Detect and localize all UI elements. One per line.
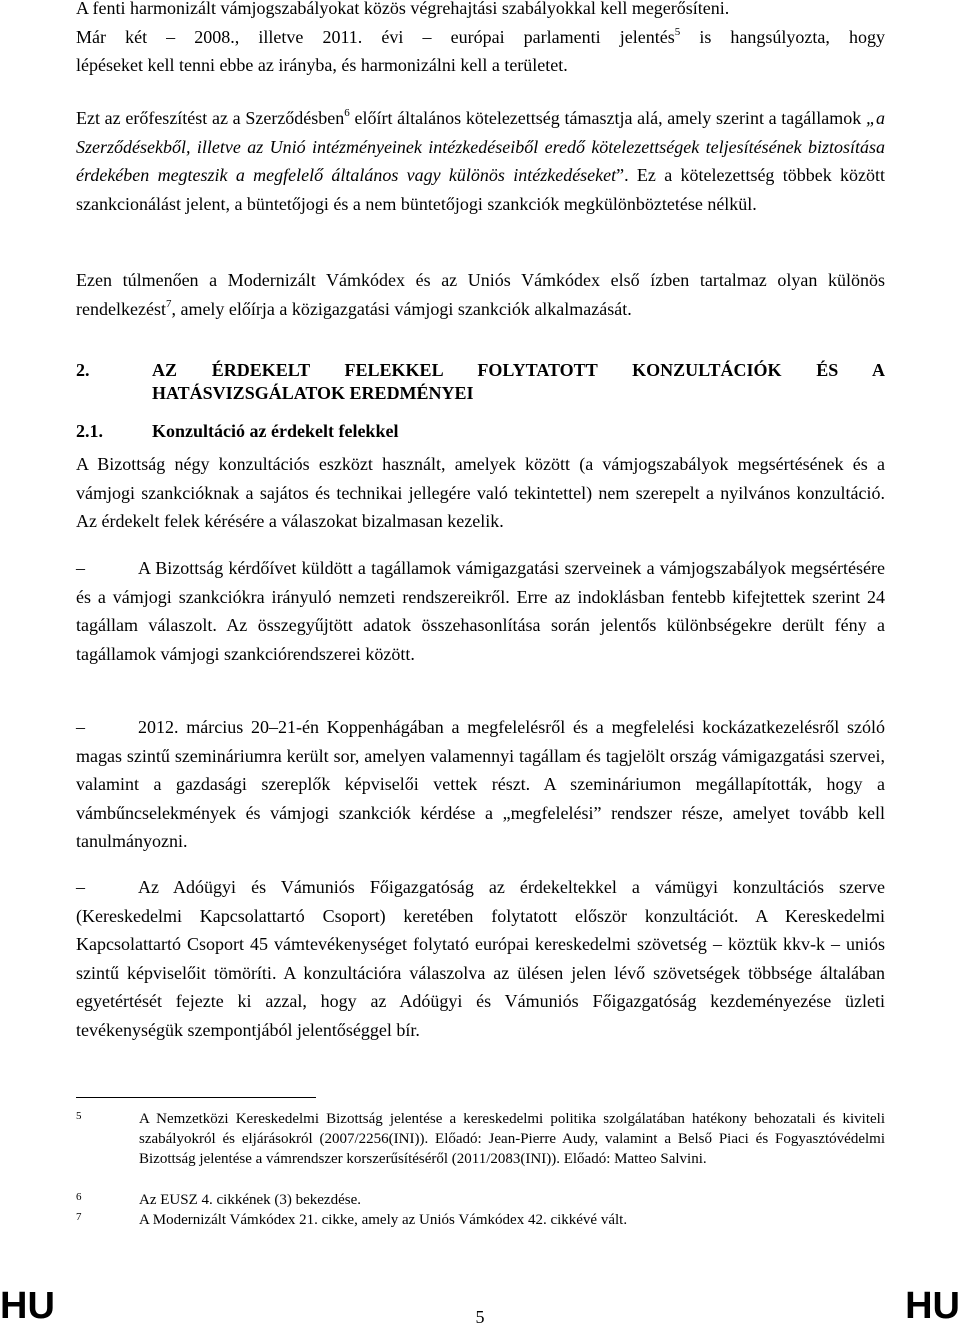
paragraph-intro-line-2b: is hangsúlyozta, hogy bbox=[680, 26, 886, 47]
treaty-quote: „a Szerződésekből, illetve az Unió intézményeinek intézkedéseiből eredő kötelezettségek teljesítésének biztosítása érdekében megteszik a megfelelő általános vagy különös intézkedéseket bbox=[76, 108, 885, 185]
list-item bbox=[76, 873, 885, 1044]
dash-marker: – bbox=[76, 877, 85, 897]
list-item bbox=[76, 554, 885, 668]
paragraph-intro-line-1: A fenti harmonizált vámjogszabályokat közös végrehajtási szabályokkal kell megerősíteni. bbox=[76, 0, 730, 18]
footnote-7 bbox=[76, 1210, 885, 1230]
footnote-text: Az EUSZ 4. cikkének (3) bekezdése. bbox=[139, 1192, 361, 1208]
footnote-ref-6[interactable]: 6 bbox=[344, 107, 350, 119]
language-code-right: HU bbox=[905, 1285, 960, 1327]
page-number: 5 bbox=[475, 1307, 485, 1327]
paragraph-treaty-text-c: ”. Ez a kötelezettség többek között szankcionálást jelent, a büntetőjogi és a nem büntetőjogi szankciók megkülönböztetése nélkül. bbox=[76, 165, 885, 214]
section-heading-2-1 bbox=[76, 420, 885, 443]
paragraph-treaty-text-b: előírt általános kötelezettség támasztja alá, amely szerint a tagállamok bbox=[349, 108, 866, 128]
dash-marker: – bbox=[76, 558, 85, 578]
subsection-title: Konzultáció az érdekelt felekkel bbox=[152, 421, 399, 441]
list-item-text: 2012. március 20–21-én Koppenhágában a megfelelésről és a megfelelési kockázatkezelésről szóló magas szintű szemináriumra került sor, amelyen valamennyi tagállam és tagjelölt ország vámigazgatási szervei, valamint a gazdasági szereplők képviselői vettek részt. A szemináriumon megállapították, hogy a vámbűncselekmények és vámjogi szankciók kérdése a „megfelelési” rendszer része, amelyet tovább kell tanulmányozni. bbox=[76, 717, 885, 851]
dash-marker: – bbox=[76, 717, 85, 737]
footnote-number: 7 bbox=[76, 1211, 82, 1223]
footnote-number: 6 bbox=[76, 1191, 82, 1203]
paragraph-consultation-tools bbox=[76, 450, 885, 536]
section-number: 2. bbox=[76, 360, 90, 380]
subsection-number: 2.1. bbox=[76, 421, 103, 441]
footnote-text: A Nemzetközi Kereskedelmi Bizottság jelentése a kereskedelmi politika szolgálatában hatékony behozatali és kiviteli szabályokról és eljárásokról (2007/2256(INI)). Előadó: Jean-Pierre Audy, valamint a Belső Piaci és Fogyasztóvédelmi Bizottság jelentése a vámrendszer korszerűsítéséről (2011/2083(INI)). Előadó: Matteo Salvini. bbox=[139, 1111, 885, 1167]
section-title: AZ ÉRDEKELT FELEKKEL FOLYTATOTT KONZULTÁCIÓK ÉS A HATÁSVIZSGÁLATOK EREDMÉNYEI bbox=[152, 360, 885, 403]
paragraph-customs-text-b: , amely előírja a közigazgatási vámjogi szankciók alkalmazását. bbox=[171, 298, 632, 319]
language-code-left: HU bbox=[0, 1285, 55, 1327]
paragraph-intro-line-2a: Már két – 2008., illetve 2011. évi – európai parlamenti jelentés bbox=[76, 26, 675, 47]
footnote-ref-7[interactable]: 7 bbox=[165, 297, 172, 310]
list-item-text: A Bizottság kérdőívet küldött a tagállamok vámigazgatási szerveinek a vámjogszabályok megsértésére és a vámjogi szankciókra irányuló nemzeti rendszereikről. Erre az indoklásban fentebb kifejtettek szerint 24 tagállam válaszolt. Az összegyűjtött adatok összehasonlítása során jelentős különbségekre derült fény a tagállamok vámjogi szankciórendszerei között. bbox=[76, 558, 885, 664]
paragraph-treaty-text-a: Ezt az erőfeszítést az a Szerződésben bbox=[76, 108, 345, 128]
paragraph-customs-code bbox=[76, 266, 885, 323]
footnote-separator bbox=[76, 1097, 316, 1098]
footnote-number: 5 bbox=[76, 1110, 82, 1122]
footnote-5 bbox=[76, 1109, 885, 1169]
footnote-6 bbox=[76, 1190, 885, 1210]
paragraph-treaty-obligation bbox=[76, 104, 885, 218]
list-item bbox=[76, 713, 885, 856]
paragraph-customs-text-a: Ezen túlmenően a Modernizált Vámkódex és az Uniós Vámkódex első ízben tartalmaz olyan különös rendelkezést bbox=[76, 270, 885, 319]
paragraph-consultation-text: A Bizottság négy konzultációs eszközt használt, amelyek között (a vámjogszabályok megsértésének és a vámjogi szankcióknak a sajátos és technikai jellegére való tekintettel) nem szerepelt a nyilvános konzultáció. Az érdekelt felek kérésére a válaszokat bizalmasan kezelik. bbox=[76, 454, 885, 531]
list-item-text: Az Adóügyi és Vámuniós Főigazgatóság az érdekeltekkel a vámügyi konzultációs szerve (Kereskedelmi Kapcsolattartó Csoport) keretében folytatott először konzultációt. A Kereskedelmi Kapcsolattartó Csoport 45 vámtevékenységet folytató európai kereskedelmi szövetség – köztük kkv-k – uniós szintű képviselőit tömöríti. A konzultációra válaszolva az ülésen jelen lévő szövetségek többsége általában egyetértését fejezte ki azzal, hogy az Adóügyi és Vámuniós Főigazgatóság kezdeményezése üzleti tevékenységük szempontjából jelentőséggel bír. bbox=[76, 877, 885, 1040]
footnote-text: A Modernizált Vámkódex 21. cikke, amely az Uniós Vámkódex 42. cikkévé vált. bbox=[139, 1212, 628, 1228]
footnote-ref-5[interactable]: 5 bbox=[674, 25, 681, 38]
paragraph-intro-line-3: lépéseket kell tenni ebbe az irányba, és harmonizálni kell a területet. bbox=[76, 55, 568, 75]
paragraph-intro bbox=[76, 0, 885, 80]
section-heading-2 bbox=[76, 359, 885, 405]
